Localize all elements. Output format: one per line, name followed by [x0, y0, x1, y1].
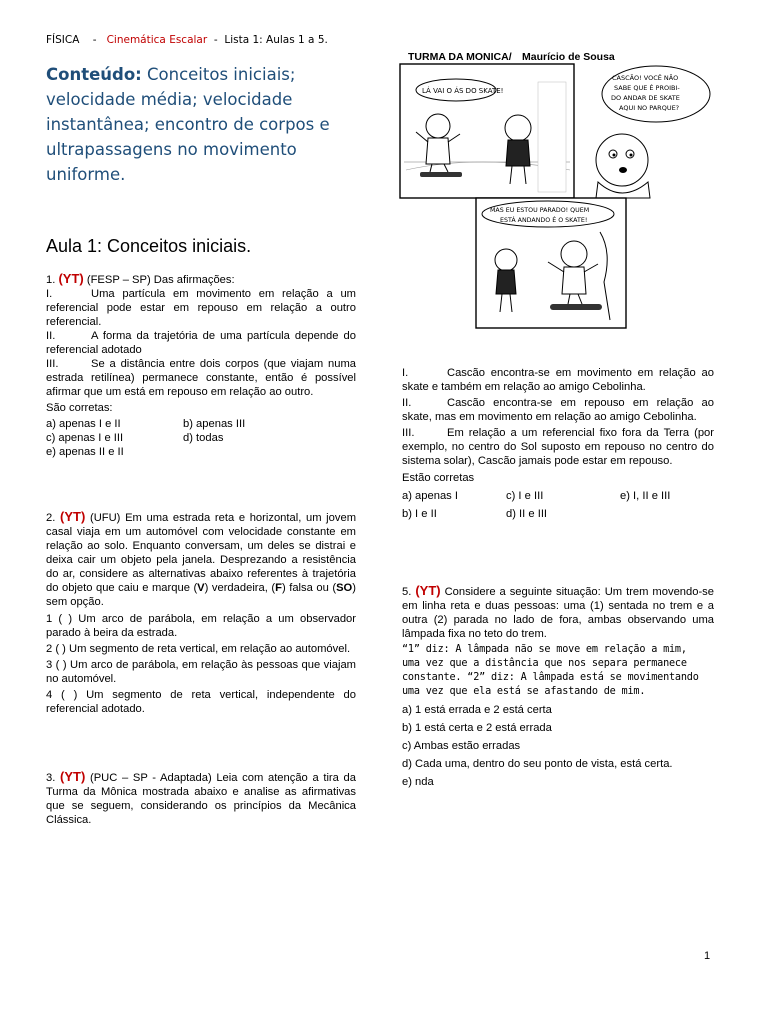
skateboard	[420, 172, 462, 177]
quote-line: constante. “2” diz: A lâmpada está se movimentando	[402, 672, 699, 683]
question-1	[46, 272, 356, 459]
item-text: Uma partícula em movimento em relação a um referencial pode estar em repouso em relação a outro referencial.	[46, 288, 356, 328]
speech-text: SABE QUE É PROIBI-	[614, 84, 680, 92]
speech-text: DO ANDAR DE SKATE	[611, 94, 680, 102]
content-summary	[46, 62, 346, 187]
item-number: III.	[402, 427, 415, 439]
item-text: 2 ( ) Um segmento de reta vertical, em relação ao automóvel.	[46, 643, 351, 655]
option: c) I e III	[506, 490, 544, 502]
no-option-marker: SO	[336, 582, 353, 594]
item-number: I.	[402, 367, 409, 379]
speech-text: MAS EU ESTOU PARADO! QUEM	[490, 207, 590, 214]
option: e) nda	[402, 776, 434, 788]
option: a) apenas I	[402, 490, 458, 502]
question-5	[402, 584, 714, 789]
yt-tag: (YT)	[60, 769, 86, 784]
lesson-title: Aula 1: Conceitos iniciais.	[46, 236, 252, 256]
item-text: Se a distância entre dois corpos (que viajam numa estrada retilínea) permanece constante, então é possível afirmar que um está em repouso em relação ao outro.	[46, 358, 356, 398]
option: c) apenas I e III	[46, 432, 124, 444]
option: e) I, II e III	[620, 490, 671, 502]
option: b) apenas III	[183, 418, 246, 430]
question-number: 2.	[46, 512, 56, 524]
speech-text: ESTÁ ANDANDO É O SKATE!	[500, 217, 588, 224]
page-number: 1	[704, 950, 711, 962]
true-marker: V	[197, 582, 205, 594]
comic-illustration	[398, 42, 716, 332]
question-text: Considere a seguinte situação: Um trem movendo-se em linha reta e duas pessoas: uma (1) sentada no trem e a outra (2) parada no lado de fora, ambas observando uma lâmpada fixa no teto do trem.	[402, 586, 714, 640]
item-number: I.	[46, 288, 53, 300]
quote-line: “1” diz: A lâmpada não se move em relação a mim,	[402, 644, 687, 655]
option: d) Cada uma, dentro do seu ponto de vista, está certa.	[402, 758, 673, 770]
option: d) todas	[183, 432, 224, 444]
question-prompt: São corretas:	[46, 402, 113, 414]
comic-author: Maurício de Sousa	[522, 51, 615, 63]
quote-line: uma vez que ela está se afastando de mim.	[402, 686, 646, 697]
separator: -	[213, 34, 218, 46]
speech-text: CASCÃO! VOCÊ NÃO	[612, 74, 679, 82]
option: c) Ambas estão erradas	[402, 740, 521, 752]
options-table	[46, 417, 245, 459]
content-label: Conteúdo:	[46, 65, 142, 84]
item-text: 3 ( ) Um arco de parábola, em relação às pessoas que viajam no automóvel.	[46, 659, 356, 685]
question-3	[46, 770, 356, 827]
question-number: 1.	[46, 274, 56, 286]
yt-tag: (YT)	[415, 583, 441, 598]
option: b) 1 está certa e 2 está errada	[402, 722, 552, 734]
options-table	[402, 489, 670, 521]
content-text: Conceitos iniciais; velocidade média; velocidade instantânea; encontro de corpos e ultrapassagens no movimento uniforme.	[46, 65, 330, 184]
list-title: Lista 1: Aulas 1 a 5.	[224, 34, 328, 46]
question-source: (FESP – SP) Das afirmações:	[86, 274, 235, 286]
item-text: 1 ( ) Um arco de parábola, em relação a um observador parado à beira da estrada.	[46, 613, 356, 639]
separator: -	[92, 34, 97, 46]
item-text: A forma da trajetória de uma partícula depende do referencial adotado	[46, 330, 356, 356]
topic: Cinemática Escalar	[106, 34, 208, 46]
item-number: II.	[46, 330, 56, 342]
item-text: Em relação a um referencial fixo fora da Terra (por exemplo, no centro do Sol suposto em repouso no centro do sistema solar), Cascão jamais pode estar em repouso.	[402, 427, 714, 467]
document-header	[46, 34, 328, 46]
item-number: III.	[46, 358, 59, 370]
speech-text: LÁ VAI O ÁS DO SKATE!	[422, 87, 504, 95]
question-text: (PUC – SP - Adaptada) Leia com atenção a tira da Turma da Mônica mostrada abaixo e analise as afirmativas que se seguem, considerando os princípios da Mecânica Clássica.	[46, 772, 356, 826]
question-text: ) falsa ou (	[281, 582, 337, 594]
false-marker: F	[275, 582, 282, 594]
option: a) 1 está errada e 2 está certa	[402, 704, 552, 716]
speech-text: AQUI NO PARQUE?	[619, 104, 680, 112]
item-text: Cascão encontra-se em movimento em relação ao skate e também em relação ao amigo Cebolinha.	[402, 367, 714, 393]
subject: FÍSICA	[46, 34, 80, 46]
yt-tag: (YT)	[60, 509, 86, 524]
quote-line: uma vez que a distância que nos separa permanece	[402, 658, 687, 669]
question-text: ) verdadeira, (	[204, 582, 276, 594]
question-3-items	[402, 366, 714, 521]
item-number: II.	[402, 397, 412, 409]
question-text: (UFU) Em uma estrada reta e horizontal, um jovem casal viaja em um automóvel com velocidade constante em relação ao solo. Enquanto conversam, um deles se distrai e deixa cair um objeto pela janela. Desprezando a resistência do ar, considere as alternativas abaixo referentes à trajetória do objeto que caiu e marque (	[46, 512, 357, 594]
item-text: 4 ( ) Um segmento de reta vertical, independente do referencial adotado.	[46, 689, 356, 715]
option: e) apenas II e II	[46, 446, 124, 458]
question-text: ) sem opção.	[46, 582, 356, 608]
option: d) II e III	[506, 508, 548, 520]
question-2	[46, 510, 356, 716]
option: a) apenas I e II	[46, 418, 121, 430]
option: b) I e II	[402, 508, 437, 520]
skateboard	[550, 304, 602, 310]
question-prompt: Estão corretas	[402, 472, 475, 484]
comic-strip	[398, 42, 716, 332]
question-number: 3.	[46, 772, 56, 784]
item-text: Cascão encontra-se em repouso em relação ao skate, mas em movimento em relação ao amigo Cebolinha.	[402, 397, 714, 423]
yt-tag: (YT)	[58, 271, 84, 286]
question-number: 5.	[402, 586, 412, 598]
comic-title: TURMA DA MONICA/	[408, 51, 512, 63]
